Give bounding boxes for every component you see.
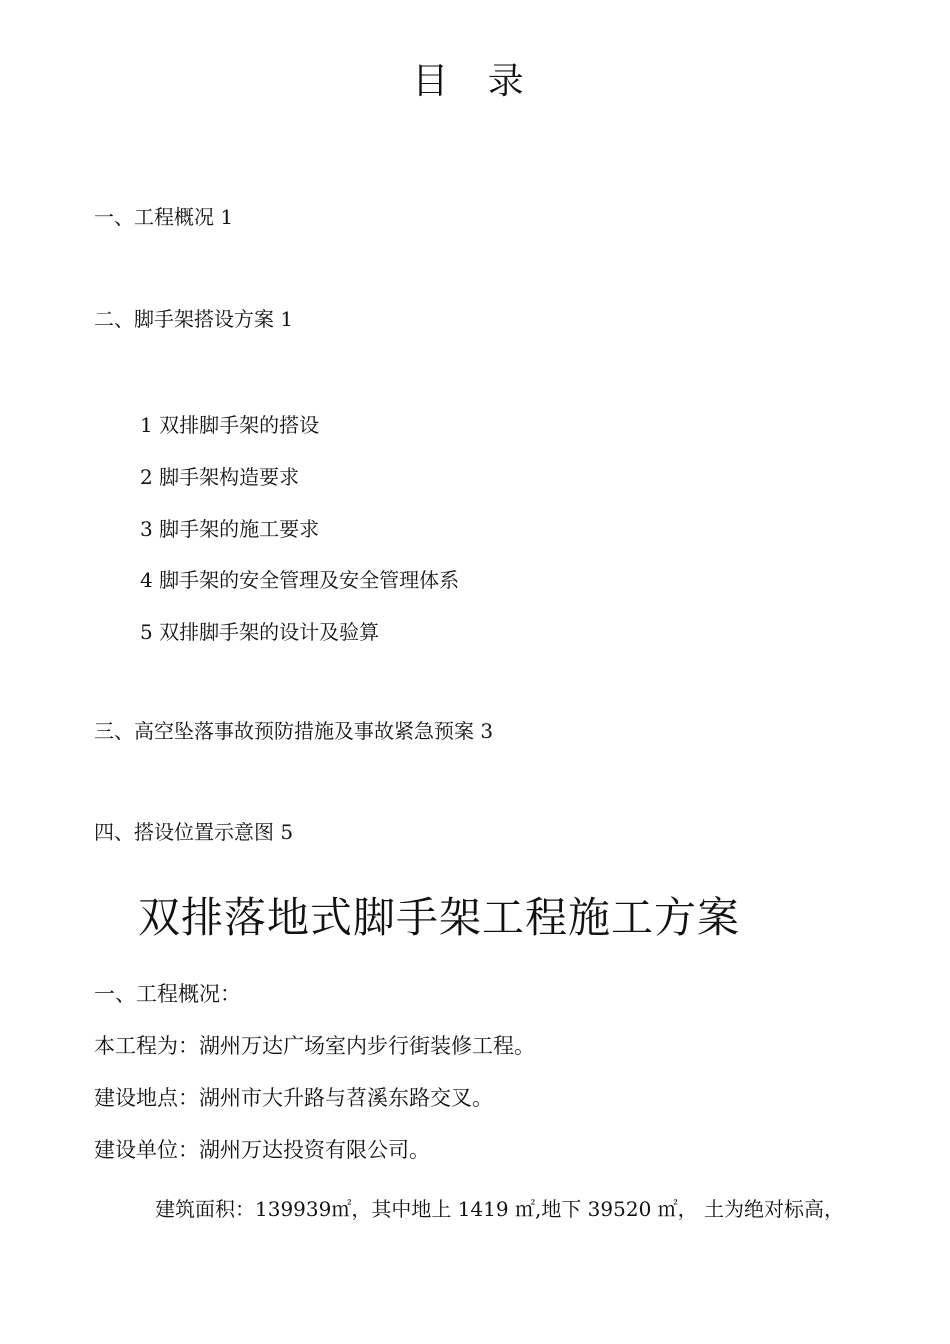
toc-item-project-overview[interactable]: 一、工程概况 1 bbox=[94, 205, 234, 229]
toc-subitem-double-row-setup[interactable]: 1 双排脚手架的搭设 bbox=[140, 413, 320, 437]
section-heading-overview: 一、工程概况： bbox=[94, 982, 241, 1006]
toc-subitem-construction-requirements[interactable]: 3 脚手架的施工要求 bbox=[140, 517, 320, 541]
project-name-line: 本工程为：湖州万达广场室内步行街装修工程。 bbox=[94, 1034, 535, 1058]
building-area-line: 建筑面积：139939㎡，其中地上 1419 ㎡,地下 39520 ㎡， 土为绝对标高， bbox=[155, 1197, 845, 1221]
project-location-line: 建设地点：湖州市大升路与苕溪东路交叉。 bbox=[94, 1086, 493, 1110]
toc-item-scaffold-plan[interactable]: 二、脚手架搭设方案 1 bbox=[94, 307, 294, 331]
document-title: 双排落地式脚手架工程施工方案 bbox=[138, 893, 741, 942]
toc-title: 目 录 bbox=[412, 61, 538, 102]
toc-item-layout-diagram[interactable]: 四、搭设位置示意图 5 bbox=[94, 820, 294, 844]
toc-subitem-structure-requirements[interactable]: 2 脚手架构造要求 bbox=[140, 465, 300, 489]
toc-subitem-safety-management[interactable]: 4 脚手架的安全管理及安全管理体系 bbox=[140, 568, 460, 592]
toc-item-fall-prevention[interactable]: 三、高空坠落事故预防措施及事故紧急预案 3 bbox=[94, 719, 494, 743]
project-owner-line: 建设单位：湖州万达投资有限公司。 bbox=[94, 1138, 430, 1162]
toc-subitem-design-verification[interactable]: 5 双排脚手架的设计及验算 bbox=[140, 620, 380, 644]
